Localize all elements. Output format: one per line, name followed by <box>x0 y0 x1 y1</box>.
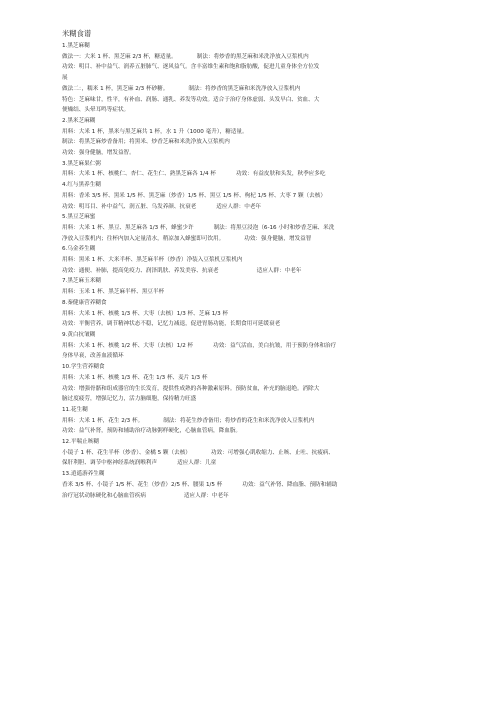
text-segment: 7.黑芝麻玉米糊 <box>62 278 101 285</box>
text-segment: 适应人群：中老年 <box>216 203 262 210</box>
text-segment: 功效：可增强心肌收缩力、止咳、止吐、抗疲病、 <box>210 449 334 456</box>
text-line <box>62 234 462 245</box>
text-segment: 身体早衰，改善血液循环 <box>62 353 124 360</box>
text-segment: 特色：芝麻味甘，性平，有补血、润肠、通乳、养发等功效。适合于治疗身体虚弱、头发早白、贫血、大 <box>62 96 320 103</box>
text-line <box>62 330 462 341</box>
text-line <box>62 137 462 148</box>
text-line <box>62 276 462 287</box>
text-segment: 便燥结、头晕耳鸣等症状。 <box>62 107 130 114</box>
text-line <box>62 191 462 202</box>
text-segment: 保肝利胆、调节中枢神经系统润喉利声 <box>62 460 158 467</box>
text-line <box>62 266 462 277</box>
text-segment: 用料：大米 1 杯、黑豆、黑芝麻各 1/3 杯，蜂蜜少许 <box>62 224 194 231</box>
text-segment: 脑过度疲劳，增强记忆力，活力脑细胞，保持精力旺盛 <box>62 396 197 403</box>
text-line <box>62 116 462 127</box>
text-line <box>62 41 462 52</box>
text-segment: 用料：大米 1 杯，花生 2/3 杯。 <box>62 417 144 424</box>
text-line <box>62 309 462 320</box>
text-line <box>62 448 462 459</box>
text-line <box>62 95 462 106</box>
text-segment: 8.秦健康营养糊食 <box>62 299 107 306</box>
text-line <box>62 148 462 159</box>
text-segment: 功效：有益皮肤和头发，秋季应多吃 <box>235 171 326 178</box>
text-segment: 用料：黑米 1 杯、大米半杯、黑芝麻半杯（炒香）净装入豆浆机豆浆机内 <box>62 257 243 264</box>
text-line <box>62 458 462 469</box>
text-segment: 治疗冠状动脉硬化和心脑血管疾病 <box>62 492 146 499</box>
text-line <box>62 491 462 502</box>
text-line <box>62 319 462 330</box>
text-segment: 用料：大米 1 杯、核桃 1/3 杯、花生 1/3 杯、麦片 1/3 杯 <box>62 374 208 381</box>
text-segment: 6.乌金养生糊 <box>62 246 96 253</box>
text-segment: 制法：将黑豆浸泡（6-16 小时和炒香芝麻、米洗 <box>213 224 335 231</box>
text-line <box>62 394 462 405</box>
document-body <box>62 41 462 501</box>
text-line <box>62 351 462 362</box>
text-segment: 净放入豆浆机内；往杯内加入定量清水，稍凉加入蜂蜜即可饮用。 <box>62 235 225 242</box>
text-segment: 小镜子 1 杯、花生半杯（炒香）、金橘 5 颗（去核） <box>62 449 191 456</box>
text-segment: 3.黑芝麻果仁粥 <box>62 160 101 167</box>
text-line <box>62 426 462 437</box>
text-line <box>62 127 462 138</box>
text-line <box>62 384 462 395</box>
text-line <box>62 437 462 448</box>
text-line <box>62 180 462 191</box>
text-segment: 功效：强身健脑，增发益智 <box>244 235 312 242</box>
text-line <box>62 105 462 116</box>
text-line <box>62 84 462 95</box>
text-segment: 用料：大米 1 杯、核桃 1/3 杯、大枣（去核）1/3 杯、芝麻 1/3 杯 <box>62 310 229 317</box>
text-line <box>62 73 462 84</box>
text-segment: 2.黑米芝麻糊 <box>62 117 96 124</box>
text-segment: 用料：大米 1 杯、核桃 1/2 杯、大枣（去核）1/2 杯 <box>62 342 194 349</box>
text-line <box>62 223 462 234</box>
text-segment: 功效：益气活血，美白抗皱，用于预防身体和治疗 <box>213 342 337 349</box>
text-segment: 功效：通便、补肺，提高免疫力、润泽肌肤、养发美容、抗衰老 <box>62 267 219 274</box>
document-page <box>62 28 462 501</box>
text-segment: 功效：增强骨骼和组成器官的生长发育，提供性成熟的各种激素原料。预防贫血，补充的脑退绝。消除大 <box>62 385 320 392</box>
text-line <box>62 373 462 384</box>
text-line <box>62 62 462 73</box>
text-line <box>62 169 462 180</box>
text-segment: 9.黄白抗皱糊 <box>62 331 96 338</box>
text-segment: 功效：明目、补中益气、润养五脏肺气、逐风益气。含丰富维生素和饱和脂肪酸，促进儿童身体全方位发 <box>62 64 320 71</box>
text-segment: 用料：大米 1 杯，黑米与黑芝麻共 1 杯，水 1 升（1000 毫升），糖适量。 <box>62 128 248 135</box>
text-line <box>62 405 462 416</box>
text-segment: 适应人群：中老年 <box>183 492 229 499</box>
text-segment: 制法：将炒香的黑芝麻和米洗净放入豆浆机内 <box>188 85 301 92</box>
text-segment: 用料：玉米 1 杯、黑芝麻半杯、黑豆半杯 <box>62 289 165 296</box>
text-segment: 10.学生营养糊食 <box>62 364 105 371</box>
text-line <box>62 212 462 223</box>
text-segment: 功效：益气补肾，预防和辅助治疗动脉粥样硬化，心脑血管病，降血脂。 <box>62 428 242 435</box>
text-segment: 展 <box>62 75 68 82</box>
text-line <box>62 480 462 491</box>
text-segment: 用料：大米 1 杯、核桃仁、杏仁、花生仁、熟黑芝麻各 1/4 杯 <box>62 171 216 178</box>
text-line <box>62 298 462 309</box>
text-segment: 制法：将炒香的黑芝麻和米洗净放入豆浆机内 <box>196 53 309 60</box>
text-line <box>62 341 462 352</box>
text-segment: 功效：平衡营养，调节精神状态不稳，记忆力减退，促进胃肠功能，长期食用可延缓衰老 <box>62 321 281 328</box>
text-segment: 12.平喘止咳糊 <box>62 439 99 446</box>
text-segment: 功效：益气补肾、降血脂、预防和辅助 <box>242 481 338 488</box>
text-line <box>62 159 462 170</box>
text-segment: 功效：明耳目、补中益气、润五脏、乌发养颜、抗衰老 <box>62 203 197 210</box>
text-segment: 做法二：，糯米 1 杯，黑芝麻 2/3 杯砂糖。 <box>62 85 169 92</box>
text-segment: 13.逍遥游养生糊 <box>62 471 105 478</box>
text-segment: 功效：强身健脑，增发益智。 <box>62 150 135 157</box>
text-line <box>62 244 462 255</box>
text-segment: 4.红与黑养生糊 <box>62 182 101 189</box>
text-segment: 用料：香米 3/5 杯、黑米 1/5 杯、黑芝麻（炒香）1/5 杯、黑豆 1/5 杯、枸杞 1/5 杯、大枣 7 颗（去核） <box>62 192 326 199</box>
text-segment: 制法：将花生炒香备用；将炒香的花生和米洗净放入豆浆机内 <box>163 417 315 424</box>
text-segment: 适应人群：儿童 <box>177 460 217 467</box>
text-line <box>62 202 462 213</box>
text-segment: 适应人群：中老年 <box>256 267 302 274</box>
text-line <box>62 52 462 63</box>
text-segment: 做法一：大米 1 杯、黑芝麻 2/3 杯，糖适量。 <box>62 53 177 60</box>
text-line <box>62 362 462 373</box>
text-segment: 制法：将黑芝麻炒香备用；将黑米、炒香芝麻和米洗净放入豆浆机内 <box>62 139 230 146</box>
text-line <box>62 255 462 266</box>
document-title: 米糊食谱 <box>62 29 92 38</box>
text-segment: 11.花生糊 <box>62 406 88 413</box>
text-line <box>62 287 462 298</box>
text-line <box>62 469 462 480</box>
text-segment: 1.黑芝麻糊 <box>62 43 90 49</box>
text-segment: 5.黑豆芝麻蜜 <box>62 214 96 221</box>
text-line <box>62 416 462 427</box>
text-segment: 香米 3/5 杯、小镜子 1/5 杯、花生（炒香）2/5 杯、腰果 1/5 杯 <box>62 481 223 488</box>
